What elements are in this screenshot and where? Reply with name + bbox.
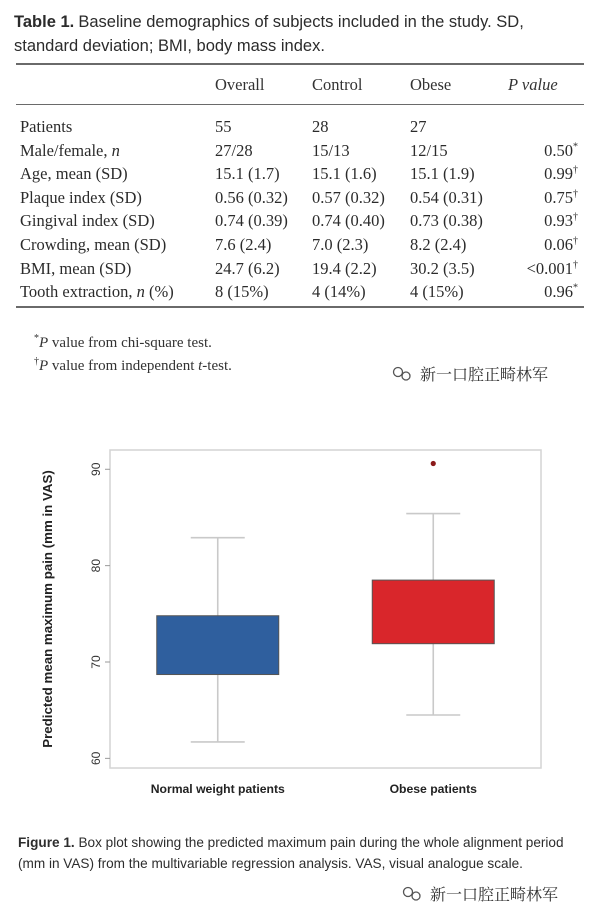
pvalue-text: 0.06: [544, 235, 573, 254]
row-label: [20, 117, 72, 137]
watermark-text: 新一口腔正畸林军: [430, 885, 559, 904]
cell-pvalue: [544, 164, 578, 184]
footnote-mark: †: [34, 356, 39, 367]
cell-overall: 0.56 (0.32): [215, 187, 288, 207]
cell-control: 19.4 (2.2): [312, 258, 377, 278]
box-plot-chart: [20, 438, 580, 820]
pvalue-mark: †: [573, 164, 578, 176]
table-top-rule: [16, 63, 584, 65]
row-label-text: Crowding, mean (SD): [20, 235, 167, 254]
cell-control: 15.1 (1.6): [312, 164, 377, 184]
chart-svg: [20, 438, 580, 820]
cell-pvalue: [544, 235, 578, 255]
cell-obese: 4 (15%): [410, 282, 464, 302]
column-header-control: Control: [312, 75, 363, 94]
cell-control: 15/13: [312, 140, 350, 160]
table-header-rule: [16, 104, 584, 105]
watermark: [392, 362, 548, 385]
table-footnote: [34, 333, 212, 352]
y-tick-label: 80: [89, 558, 103, 573]
row-label-text: Male/female,: [20, 140, 112, 160]
footnote-italic-t: t: [198, 358, 203, 374]
table-caption: [14, 10, 586, 58]
pvalue-text: 0.50: [544, 140, 573, 160]
cell-pvalue: [527, 259, 578, 279]
cell-obese: 0.73 (0.38): [410, 211, 483, 231]
row-label-suffix: (%): [144, 282, 174, 302]
table-caption-text: Baseline demographics of subjects included in the study. SD, standard deviation; BMI, body mass index.: [14, 13, 524, 55]
pvalue-mark: *: [573, 141, 578, 153]
row-label-italic: n: [111, 140, 120, 160]
cell-control: 0.74 (0.40): [312, 211, 385, 231]
pvalue-text: 0.93: [544, 211, 573, 231]
column-header-obese: Obese: [410, 75, 452, 94]
cell-overall: 55: [215, 117, 232, 136]
pvalue-text: 0.99: [544, 164, 573, 184]
table-row: [0, 141, 600, 165]
x-category-label: Obese patients: [389, 782, 477, 796]
y-axis-title: Predicted mean maximum pain (mm in VAS): [40, 470, 55, 748]
cell-pvalue: [544, 141, 578, 161]
x-category-label: Normal weight patients: [150, 782, 285, 796]
cell-obese: 27: [410, 117, 427, 136]
footnote-mark: *: [34, 333, 39, 344]
footnote-text: value from independent: [48, 358, 199, 374]
footnote-text-2: -test.: [202, 358, 232, 374]
figure-caption: [18, 832, 584, 874]
table-footnote: [34, 356, 232, 375]
footnote-italic: P: [39, 358, 49, 374]
column-header-pvalue: [508, 75, 558, 95]
cell-control: 0.57 (0.32): [312, 187, 385, 207]
cell-control: 28: [312, 117, 329, 136]
y-tick-label: 70: [89, 655, 103, 669]
table-row: [0, 282, 600, 306]
table-row: [0, 164, 600, 188]
table-row: [0, 117, 600, 141]
cell-overall: 0.74 (0.39): [215, 211, 288, 231]
y-tick-label: 90: [89, 462, 103, 476]
column-header-overall: Overall: [215, 75, 265, 94]
table-row: [0, 259, 600, 283]
watermark-text: 新一口腔正畸林军: [420, 365, 549, 384]
pvalue-mark: †: [573, 259, 578, 271]
row-label: [20, 188, 142, 208]
cell-overall: 8 (15%): [215, 282, 269, 302]
table-bottom-rule: [16, 306, 584, 308]
row-label-text: Gingival index (SD): [20, 211, 155, 231]
box-obese: [372, 580, 494, 644]
figure-caption-text: Box plot showing the predicted maximum pain during the whole alignment period (mm in VAS) from the multivariable regression analysis. VAS, visual analogue scale.: [18, 835, 564, 871]
table-row: [0, 211, 600, 235]
row-label-text: Patients: [20, 117, 73, 136]
cell-obese: 0.54 (0.31): [410, 187, 483, 207]
cell-pvalue: [544, 188, 578, 208]
watermark: [402, 882, 558, 905]
y-tick-label: 60: [89, 751, 103, 766]
pvalue-text: <0.001: [526, 258, 573, 278]
row-label: [20, 141, 120, 161]
pvalue-mark: †: [573, 211, 578, 223]
row-label-italic: n: [136, 282, 145, 302]
cell-pvalue: [544, 211, 578, 231]
cell-control: 4 (14%): [312, 282, 366, 302]
cell-obese: 30.2 (3.5): [410, 258, 475, 278]
cell-obese: 8.2 (2.4): [410, 235, 467, 254]
pvalue-mark: *: [573, 282, 578, 294]
wechat-icon: [392, 366, 414, 382]
row-label-text: Tooth extraction,: [20, 282, 137, 302]
pvalue-mark: †: [573, 235, 578, 247]
pvalue-text: 0.96: [544, 282, 573, 302]
row-label-text: Age, mean (SD): [20, 164, 128, 184]
cell-overall: 7.6 (2.4): [215, 235, 272, 254]
table-row: [0, 235, 600, 259]
pvalue-header-text: P value: [508, 75, 558, 94]
pvalue-mark: †: [573, 188, 578, 200]
cell-control: 7.0 (2.3): [312, 235, 369, 254]
cell-overall: 24.7 (6.2): [215, 258, 280, 278]
box-normal-weight: [157, 616, 279, 675]
table-row: [0, 188, 600, 212]
row-label-text: BMI, mean (SD): [20, 258, 132, 278]
pvalue-text: 0.75: [544, 187, 573, 207]
cell-obese: 15.1 (1.9): [410, 164, 475, 184]
figure-label: Figure 1.: [18, 835, 75, 850]
cell-overall: 27/28: [215, 140, 253, 160]
footnote-italic: P: [39, 335, 49, 351]
cell-overall: 15.1 (1.7): [215, 164, 280, 184]
row-label: [20, 282, 174, 302]
row-label: [20, 211, 155, 231]
cell-pvalue: [544, 282, 578, 302]
outlier-point: [431, 461, 436, 466]
wechat-icon: [402, 886, 424, 902]
table-label: Table 1.: [14, 13, 75, 31]
row-label-text: Plaque index (SD): [20, 187, 142, 207]
cell-obese: 12/15: [410, 140, 448, 160]
row-label: [20, 235, 166, 255]
footnote-text: value from chi-square test.: [48, 335, 212, 351]
row-label: [20, 259, 131, 279]
row-label: [20, 164, 128, 184]
